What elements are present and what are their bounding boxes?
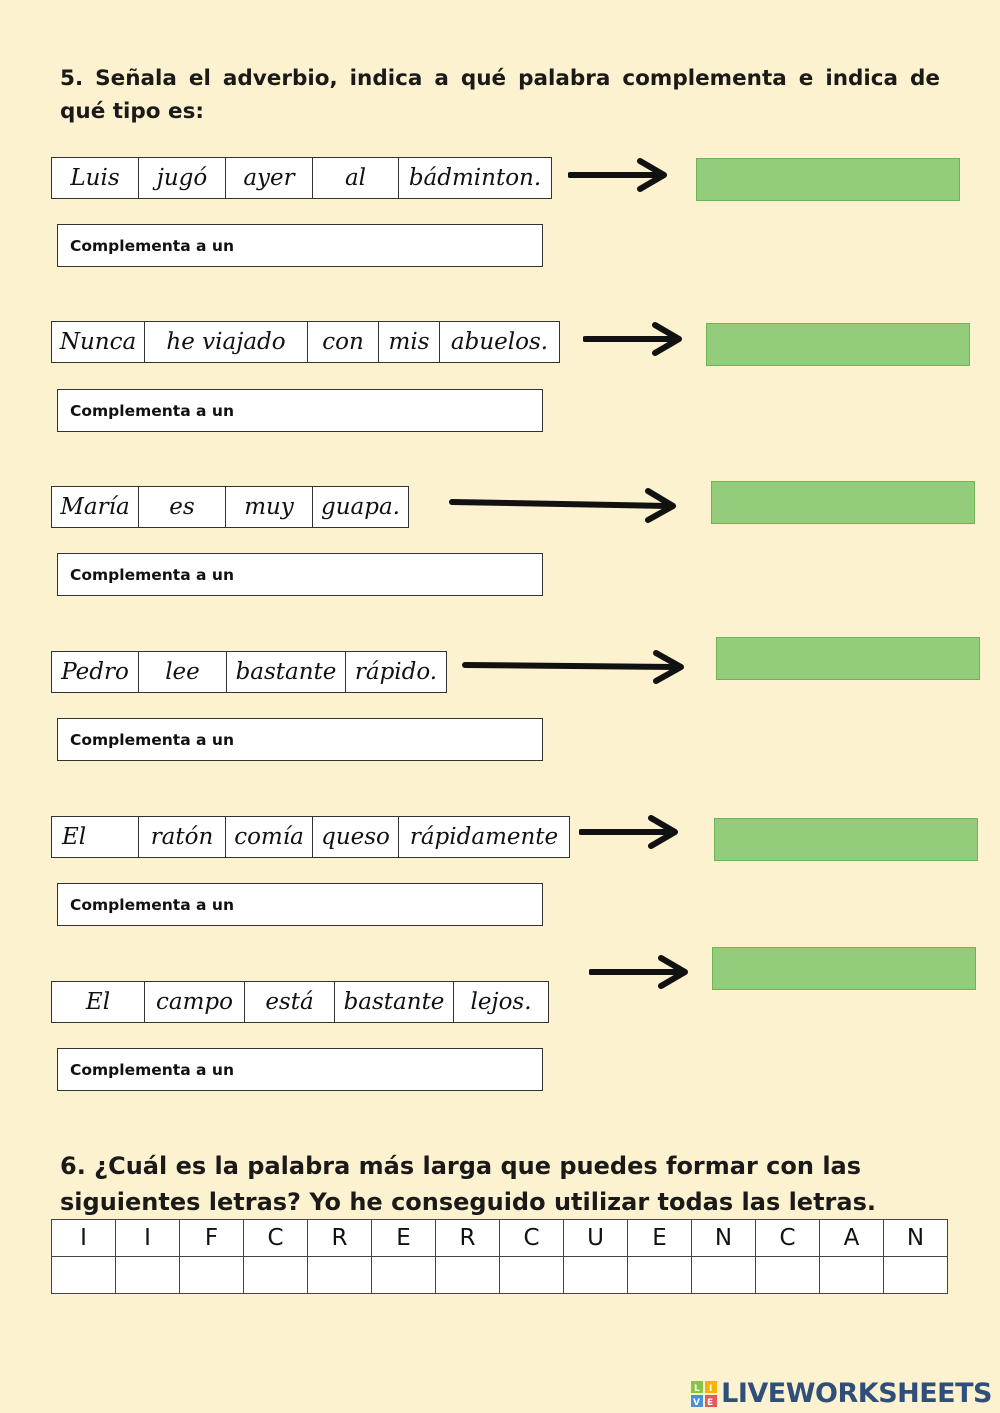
complement-answer-field[interactable] bbox=[57, 224, 543, 267]
letter-cell: C bbox=[500, 1220, 564, 1257]
svg-text:E: E bbox=[707, 1397, 714, 1407]
answer-letter-input[interactable] bbox=[564, 1257, 628, 1294]
answer-letter-input[interactable] bbox=[436, 1257, 500, 1294]
answer-letter-input[interactable] bbox=[52, 1257, 116, 1294]
word[interactable]: ayer bbox=[226, 158, 313, 198]
answer-letter-input[interactable] bbox=[372, 1257, 436, 1294]
sentence-6 bbox=[51, 981, 549, 1023]
answer-letter-input[interactable] bbox=[500, 1257, 564, 1294]
word[interactable]: María bbox=[52, 487, 139, 527]
question-6-title: 6. ¿Cuál es la palabra más larga que puedes formar con las siguientes letras? Yo he conseguido utilizar todas las letras. bbox=[60, 1152, 876, 1216]
letter-cell: N bbox=[884, 1220, 948, 1257]
word[interactable]: lejos. bbox=[470, 989, 532, 1015]
complement-answer-field[interactable] bbox=[57, 553, 543, 596]
answer-letter-input[interactable] bbox=[308, 1257, 372, 1294]
letter-cell: N bbox=[692, 1220, 756, 1257]
word[interactable]: abuelos. bbox=[450, 329, 549, 355]
letter-cell: R bbox=[308, 1220, 372, 1257]
word[interactable]: muy bbox=[226, 487, 313, 527]
arrow-right-icon bbox=[462, 648, 690, 686]
word[interactable]: he viajado bbox=[145, 322, 308, 362]
letter-cell: I bbox=[116, 1220, 180, 1257]
svg-text:I: I bbox=[709, 1383, 713, 1394]
word[interactable]: con bbox=[308, 322, 379, 362]
sentence-5 bbox=[51, 816, 570, 858]
arrow-right-icon bbox=[583, 321, 687, 357]
complement-answer-field[interactable] bbox=[57, 389, 543, 432]
word[interactable]: Nunca bbox=[52, 322, 145, 362]
letters-row bbox=[52, 1220, 948, 1257]
answer-letter-input[interactable] bbox=[244, 1257, 308, 1294]
complement-label: Complementa a un bbox=[70, 730, 234, 749]
word[interactable]: bádminton. bbox=[408, 165, 542, 191]
word[interactable]: mis bbox=[379, 322, 440, 362]
answer-drop-zone[interactable] bbox=[712, 947, 976, 990]
word[interactable]: está bbox=[245, 982, 335, 1022]
letter-cell: F bbox=[180, 1220, 244, 1257]
word[interactable]: Luis bbox=[52, 158, 139, 198]
sentence-3 bbox=[51, 486, 409, 528]
word[interactable]: rápidamente bbox=[409, 824, 559, 850]
complement-label: Complementa a un bbox=[70, 565, 234, 584]
arrow-right-icon bbox=[449, 486, 681, 524]
word[interactable]: es bbox=[139, 487, 226, 527]
answer-drop-zone[interactable] bbox=[696, 158, 960, 201]
word[interactable]: lee bbox=[139, 652, 227, 692]
answer-drop-zone[interactable] bbox=[711, 481, 975, 524]
sentence-1 bbox=[51, 157, 552, 199]
letter-cell: C bbox=[244, 1220, 308, 1257]
answer-letter-input[interactable] bbox=[692, 1257, 756, 1294]
letters-table bbox=[51, 1219, 948, 1294]
question-5-title: 5. Señala el adverbio, indica a qué palabra complementa e indica de qué tipo es: bbox=[60, 66, 940, 124]
liveworksheets-logo-icon bbox=[691, 1381, 717, 1407]
answer-row bbox=[52, 1257, 948, 1294]
complement-answer-field[interactable] bbox=[57, 883, 543, 926]
answer-letter-input[interactable] bbox=[116, 1257, 180, 1294]
answer-drop-zone[interactable] bbox=[714, 818, 978, 861]
word[interactable]: El bbox=[52, 982, 145, 1022]
word[interactable]: al bbox=[313, 158, 399, 198]
liveworksheets-brand[interactable] bbox=[691, 1378, 992, 1409]
letter-cell: E bbox=[372, 1220, 436, 1257]
word[interactable]: El bbox=[52, 817, 139, 857]
answer-drop-zone[interactable] bbox=[716, 637, 980, 680]
letter-cell: U bbox=[564, 1220, 628, 1257]
complement-label: Complementa a un bbox=[70, 895, 234, 914]
letter-cell: A bbox=[820, 1220, 884, 1257]
svg-text:V: V bbox=[693, 1397, 701, 1407]
answer-letter-input[interactable] bbox=[628, 1257, 692, 1294]
letter-cell: I bbox=[52, 1220, 116, 1257]
answer-letter-input[interactable] bbox=[884, 1257, 948, 1294]
word[interactable]: ratón bbox=[139, 817, 226, 857]
answer-letter-input[interactable] bbox=[756, 1257, 820, 1294]
arrow-right-icon bbox=[568, 157, 672, 193]
word[interactable]: jugó bbox=[139, 158, 226, 198]
word[interactable]: bastante bbox=[335, 982, 454, 1022]
word[interactable]: queso bbox=[313, 817, 399, 857]
word[interactable]: Pedro bbox=[52, 652, 139, 692]
sentence-2 bbox=[51, 321, 560, 363]
word[interactable]: bastante bbox=[227, 652, 346, 692]
complement-label: Complementa a un bbox=[70, 401, 234, 420]
complement-label: Complementa a un bbox=[70, 1060, 234, 1079]
complement-label: Complementa a un bbox=[70, 236, 234, 255]
arrow-right-icon bbox=[579, 814, 683, 850]
answer-drop-zone[interactable] bbox=[706, 323, 970, 366]
word[interactable]: guapa. bbox=[321, 494, 400, 520]
letter-cell: C bbox=[756, 1220, 820, 1257]
word[interactable]: rápido. bbox=[354, 659, 438, 685]
sentence-4 bbox=[51, 651, 447, 693]
complement-answer-field[interactable] bbox=[57, 1048, 543, 1091]
svg-text:L: L bbox=[694, 1383, 700, 1394]
letter-cell: E bbox=[628, 1220, 692, 1257]
brand-name: LIVEWORKSHEETS bbox=[721, 1378, 992, 1409]
word[interactable]: comía bbox=[226, 817, 313, 857]
letter-cell: R bbox=[436, 1220, 500, 1257]
answer-letter-input[interactable] bbox=[180, 1257, 244, 1294]
answer-letter-input[interactable] bbox=[820, 1257, 884, 1294]
word[interactable]: campo bbox=[145, 982, 245, 1022]
complement-answer-field[interactable] bbox=[57, 718, 543, 761]
arrow-right-icon bbox=[589, 954, 693, 990]
